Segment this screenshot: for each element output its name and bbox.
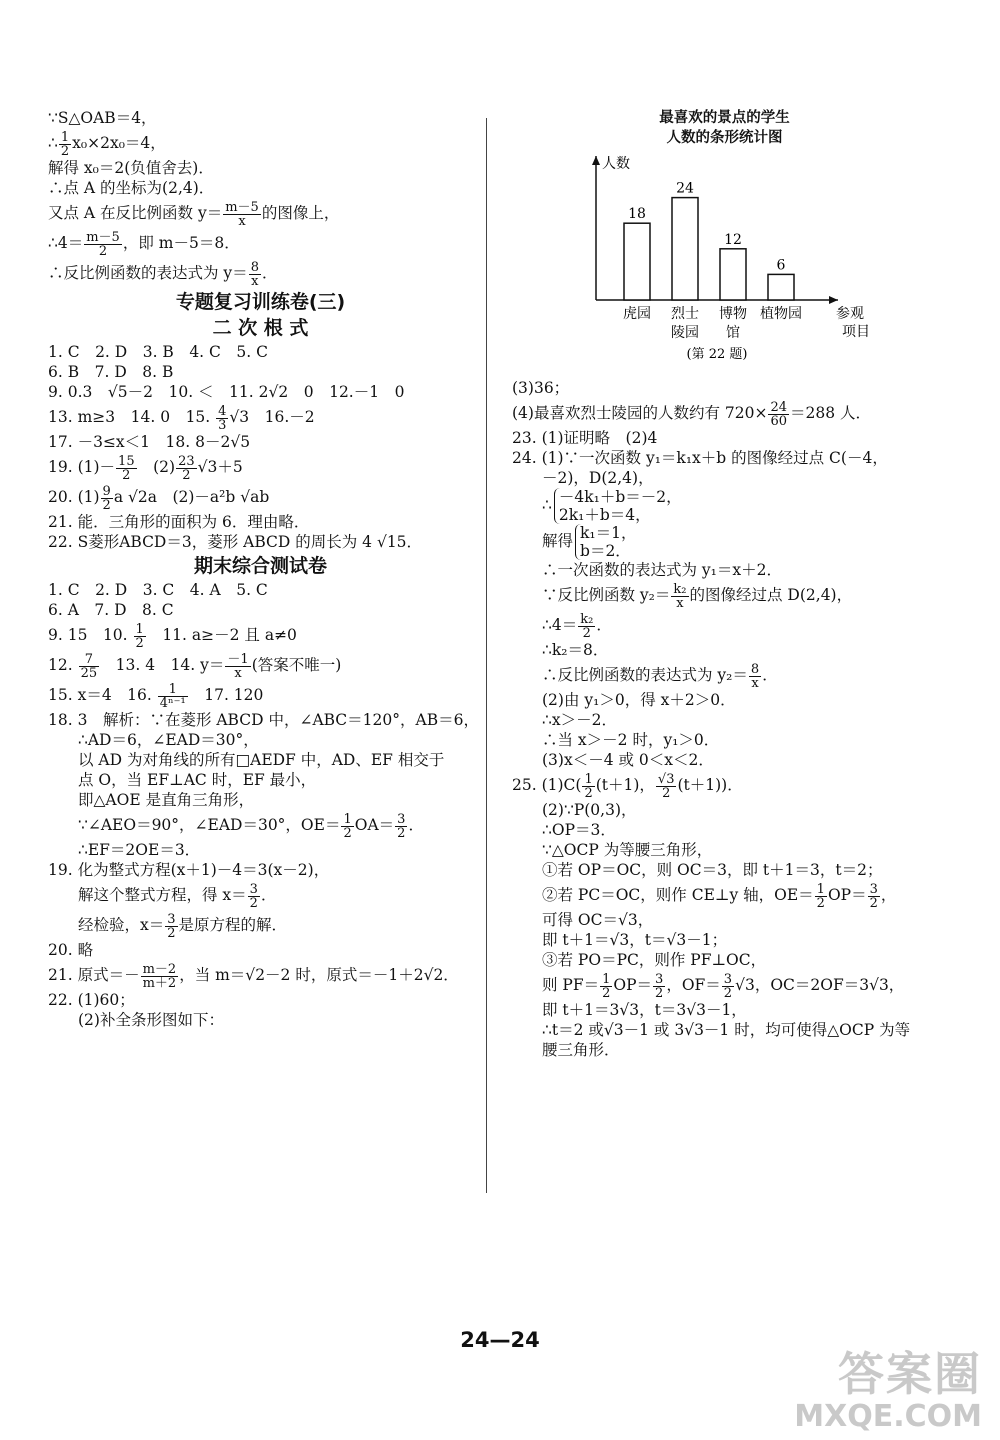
fraction: [341, 813, 353, 840]
category-label: 陵园: [671, 325, 699, 341]
left-line-31: [48, 860, 473, 880]
right-line-15: [512, 750, 937, 770]
fraction: [248, 883, 260, 910]
denominator: 2: [584, 785, 593, 801]
right-line-2: [512, 428, 937, 448]
fraction: [101, 485, 113, 512]
denominator: 2: [723, 985, 733, 1001]
line-text: 即 t＋1＝√3，t＝√3－1；: [542, 931, 728, 949]
x-axis-arrow: [829, 296, 838, 304]
line-text: 腰三角形．: [542, 1041, 620, 1059]
data-label: 24: [676, 180, 694, 197]
line-text: 1. C 2. D 3. C 4. A 5. C: [48, 581, 268, 599]
line-text: ∵△OCP 为等腰三角形，: [542, 841, 713, 859]
line-text: 13. m≥3 14. 0 15.: [48, 408, 216, 426]
line-text: －2)，D(2,4)，: [542, 469, 654, 487]
left-line-26: [48, 750, 473, 770]
line-text: ∴反比例函数的表达式为 y＝: [48, 264, 248, 282]
right-line-7: [512, 560, 937, 580]
left-line-29: [48, 810, 473, 840]
equation-row: b＝2．: [580, 542, 631, 560]
line-text: ∴点 A 的坐标为(2,4)．: [48, 179, 215, 197]
line-text: a √2a (2)－a²b √ab: [113, 488, 270, 506]
left-line-36: [48, 990, 473, 1010]
right-line-21: [512, 880, 937, 910]
bar-chart-figure: [512, 108, 937, 378]
line-text: 20. (1): [48, 488, 100, 506]
line-text: (3)36；: [512, 379, 570, 397]
category-label: 虎园: [623, 306, 651, 322]
line-text: 15. x＝4 16.: [48, 686, 157, 704]
line-text: 17. －3≤x＜1 18. 8－2√5: [48, 433, 251, 451]
bar: [624, 223, 650, 300]
numerator: m－2: [142, 961, 177, 977]
line-text: 22. S菱形ABCD＝3，菱形 ABCD 的周长为 4 √15．: [48, 533, 423, 551]
line-text: (2): [137, 458, 176, 476]
denominator: 2: [602, 985, 611, 1001]
line-text: ．: [596, 616, 612, 634]
line-text: 17. 120: [188, 686, 264, 704]
right-line-26: [512, 1000, 937, 1020]
left-column: [48, 108, 479, 1030]
left-line-2: [48, 158, 473, 178]
chart-title-line: 人数的条形统计图: [666, 130, 783, 146]
line-text: ∴4＝: [542, 616, 578, 634]
line-text: 的图像上，: [261, 204, 340, 222]
watermark-line1: 答案圈: [838, 1347, 982, 1401]
fraction: [59, 131, 71, 158]
denominator: x: [751, 675, 759, 691]
numerator: 1: [584, 771, 593, 787]
denominator: x: [238, 213, 246, 229]
line-text: (3)x＜－4 或 0＜x＜2．: [542, 751, 714, 769]
fraction: [868, 883, 880, 910]
category-label: 烈士: [671, 306, 699, 322]
chart-title: [512, 108, 937, 148]
section-heading: 期末综合测试卷: [193, 555, 327, 577]
line-text: ．: [261, 264, 278, 282]
numerator: 1: [343, 811, 352, 827]
numerator: 24: [770, 399, 788, 415]
line-text: x₀×2x₀＝4，: [72, 134, 166, 152]
fraction: [582, 773, 594, 800]
denominator: 2: [816, 895, 825, 911]
line-text: ∴当 x＞－2 时，y₁＞0．: [542, 731, 720, 749]
denominator: 2: [167, 925, 176, 941]
line-text: 24. (1)∵一次函数 y₁＝k₁x＋b 的图像经过点 C(－4，: [512, 449, 888, 467]
left-line-24: [48, 710, 479, 730]
fraction: [225, 653, 250, 680]
line-text: ∴AD＝6，∠EAD＝30°，: [78, 731, 259, 749]
line-text: ∴一次函数的表达式为 y₁＝x＋2．: [542, 561, 783, 579]
fraction: [600, 973, 612, 1000]
right-line-28: [512, 1040, 937, 1060]
right-line-0: [512, 378, 937, 398]
left-line-9: [48, 342, 473, 362]
right-line-13: [512, 710, 937, 730]
right-line-22: [512, 910, 937, 930]
section-heading: 专题复习训练卷(三): [175, 291, 346, 313]
line-text: ①若 OP＝OC，则 OC＝3，即 t＋1＝3，t＝2；: [542, 861, 883, 879]
denominator: 2: [122, 467, 131, 483]
line-text: 可得 OC＝√3，: [542, 911, 654, 929]
line-text: ∴反比例函数的表达式为 y₂＝: [542, 666, 748, 684]
line-text: (t＋1)，: [595, 776, 655, 794]
line-text: 18. 3 解析：∵在菱形 ABCD 中，∠ABC＝120°，AB＝6，: [48, 711, 479, 729]
line-text: ∴4＝: [48, 234, 84, 252]
line-text: ∴: [542, 496, 552, 514]
denominator: 2: [397, 825, 406, 841]
line-text: ，即 m－5＝8．: [122, 234, 240, 252]
category-label: 博物: [719, 306, 747, 322]
numerator: 1: [158, 683, 188, 697]
right-line-11: [512, 660, 937, 690]
fraction: [578, 613, 595, 640]
numerator: 3: [655, 971, 664, 987]
numerator: √3: [657, 771, 675, 787]
line-text: ∴x＞－2．: [542, 711, 617, 729]
fraction: [158, 683, 188, 710]
right-line-19: [512, 840, 937, 860]
equation-row: k₁＝1，: [580, 524, 637, 542]
line-text: 13. 4 14. y＝: [100, 656, 225, 674]
line-text: ．: [762, 666, 778, 684]
page-number: 24—24: [460, 1328, 540, 1352]
right-line-8: [512, 580, 937, 610]
numerator: 3: [397, 811, 406, 827]
left-line-1: [48, 128, 473, 158]
denominator: x: [676, 595, 684, 611]
fraction: [656, 773, 677, 800]
fraction: [249, 261, 261, 288]
numerator: 3: [167, 911, 176, 927]
left-line-14: [48, 452, 473, 482]
fraction: [176, 455, 197, 482]
fraction: [134, 623, 146, 650]
line-text: 21. 原式＝－: [48, 966, 140, 984]
denominator: 4ⁿ⁻¹: [159, 695, 186, 711]
fraction: [84, 231, 122, 258]
denominator: m＋2: [142, 975, 177, 991]
denominator: 2: [655, 985, 664, 1001]
right-line-1: [512, 398, 937, 428]
x-axis-label: 项目: [842, 324, 870, 340]
denominator: 2: [582, 625, 591, 641]
line-text: 23. (1)证明略 (2)4: [512, 429, 658, 447]
line-text: 9. 15 10.: [48, 626, 133, 644]
numerator: 3: [723, 971, 733, 987]
numerator: 8: [750, 661, 760, 677]
numerator: 1: [816, 881, 825, 897]
right-line-23: [512, 930, 937, 950]
right-line-5: [512, 488, 937, 524]
line-text: ．: [408, 816, 424, 834]
right-line-18: [512, 820, 937, 840]
line-text: 9. 0.3 √5－2 10. ＜ 11. 2√2 0 12.－1 0: [48, 383, 405, 401]
right-line-3: [512, 448, 937, 468]
fraction: [815, 883, 827, 910]
line-text: ∵S△OAB＝4，: [48, 109, 157, 127]
numerator: －1: [227, 651, 249, 667]
numerator: 3: [869, 881, 878, 897]
watermark: [794, 1348, 982, 1434]
line-text: 19. (1)－: [48, 458, 116, 476]
line-text: (4)最喜欢烈士陵园的人数约有 720×: [512, 404, 768, 422]
fraction: [116, 455, 137, 482]
right-column: [512, 108, 937, 1060]
category-label: 馆: [726, 325, 740, 341]
right-line-14: [512, 730, 937, 750]
equation-system: [575, 524, 636, 560]
left-line-15: [48, 482, 473, 512]
right-line-25: [512, 970, 937, 1000]
left-line-10: [48, 362, 473, 382]
numerator: 1: [602, 971, 611, 987]
line-text: (2)补全条形图如下：: [78, 1011, 224, 1029]
left-line-32: [48, 880, 473, 910]
denominator: 2: [60, 143, 70, 159]
fraction: [216, 405, 228, 432]
right-line-6: [512, 524, 937, 560]
denominator: 2: [98, 243, 108, 259]
line-text: 22. (1)60；: [48, 991, 135, 1009]
numerator: m－5: [86, 229, 120, 245]
line-text: 25. (1)C(: [512, 776, 582, 794]
denominator: 2: [249, 895, 258, 911]
line-text: 11. a≥－2 且 a≠0: [146, 626, 297, 644]
left-line-12: [48, 402, 473, 432]
numerator: 8: [250, 259, 259, 275]
numerator: 1: [60, 129, 70, 145]
numerator: 4: [218, 403, 227, 419]
section-heading: 二 次 根 式: [212, 317, 309, 339]
data-label: 6: [776, 257, 786, 274]
bar-chart: [512, 150, 937, 378]
denominator: 2: [662, 785, 671, 801]
chart-title-line: 最喜欢的景点的学生: [659, 110, 790, 126]
denominator: 60: [770, 413, 788, 429]
fraction: [749, 663, 761, 690]
line-text: 6. B 7. D 8. B: [48, 363, 174, 381]
denominator: 2: [102, 497, 111, 513]
line-text: √3＋5: [197, 458, 243, 476]
left-line-28: [48, 790, 473, 810]
left-line-3: [48, 178, 473, 198]
right-line-20: [512, 860, 937, 880]
numerator: 23: [178, 453, 195, 469]
denominator: 2: [343, 825, 352, 841]
left-line-21: [48, 620, 473, 650]
category-label: 植物园: [760, 306, 802, 322]
line-text: ，当 m＝√2－2 时，原式＝－1＋2√2．: [179, 966, 459, 984]
line-text: (t＋1))．: [677, 776, 743, 794]
line-text: ∵∠AEO＝90°，∠EAD＝30°，OE＝: [78, 816, 341, 834]
line-text: ∴OP＝3．: [542, 821, 616, 839]
line-text: 21. 能．三角形的面积为 6．理由略．: [48, 513, 310, 531]
line-text: ②若 PC＝OC，则作 CE⊥y 轴，OE＝: [542, 886, 814, 904]
right-line-12: [512, 690, 937, 710]
right-line-17: [512, 800, 937, 820]
denominator: 25: [80, 665, 98, 681]
y-axis-label: 人数: [602, 156, 630, 172]
line-text: ∴: [48, 134, 58, 152]
line-text: 解得: [542, 532, 574, 550]
line-text: √3，OC＝2OF＝3√3，: [735, 976, 905, 994]
line-text: ∴k₂＝8．: [542, 641, 609, 659]
left-line-4: [48, 198, 473, 228]
right-line-4: [512, 468, 937, 488]
fraction: [223, 201, 261, 228]
numerator: 7: [79, 653, 100, 667]
denominator: x: [234, 665, 242, 681]
column-divider: [486, 118, 487, 1193]
line-text: 点 O，当 EF⊥AC 时，EF 最小，: [78, 771, 317, 789]
equation-row: 2k₁＋b＝4，: [558, 506, 651, 524]
line-text: 又点 A 在反比例函数 y＝: [48, 204, 223, 222]
line-text: 的图像经过点 D(2,4)，: [689, 586, 853, 604]
line-text: ∴t＝2 或√3－1 或 3√3－1 时，均可使得△OCP 为等: [542, 1021, 911, 1039]
line-text: 20. 略: [48, 941, 94, 959]
line-text: (答案不唯一): [251, 656, 342, 674]
left-line-13: [48, 432, 473, 452]
left-line-19: [48, 580, 473, 600]
fraction: [165, 913, 177, 940]
line-text: 解这个整式方程，得 x＝: [78, 886, 247, 904]
left-line-37: [48, 1010, 473, 1030]
right-line-27: [512, 1020, 937, 1040]
line-text: 则 PF＝: [542, 976, 600, 994]
line-text: 19. 化为整式方程(x＋1)－4＝3(x－2)，: [48, 861, 330, 879]
line-text: √3 16.－2: [229, 408, 315, 426]
line-text: 即 t＋1＝3√3，t＝3√3－1，: [542, 1001, 747, 1019]
left-line-34: [48, 940, 473, 960]
left-line-17: [48, 532, 473, 552]
left-line-20: [48, 600, 473, 620]
line-text: (2)∵P(0,3)，: [542, 801, 637, 819]
fraction: [722, 973, 734, 1000]
equation-row: －4k₁＋b＝－2，: [558, 488, 682, 506]
fraction: [79, 653, 100, 680]
line-text: ∴EF＝2OE＝3．: [78, 841, 201, 859]
data-label: 18: [628, 206, 646, 223]
bar: [768, 274, 794, 300]
line-text: (2)由 y₁＞0，得 x＋2＞0．: [542, 691, 736, 709]
denominator: 2: [182, 467, 191, 483]
right-line-9: [512, 610, 937, 640]
denominator: 3: [218, 417, 227, 433]
left-line-22: [48, 650, 473, 680]
right-line-24: [512, 950, 937, 970]
left-line-6: [48, 258, 473, 288]
watermark-line2: MXQE.COM: [794, 1399, 982, 1434]
right-line-16: [512, 770, 937, 800]
line-text: ＝288 人．: [790, 404, 872, 422]
numerator: k₂: [580, 611, 594, 627]
line-text: ，OF＝: [666, 976, 721, 994]
line-text: ，: [880, 886, 897, 904]
line-text: 是原方程的解．: [178, 916, 288, 934]
right-line-10: [512, 640, 937, 660]
y-axis-arrow: [592, 156, 600, 165]
line-text: OP＝: [613, 976, 653, 994]
denominator: 2: [135, 635, 144, 651]
line-text: 12.: [48, 656, 78, 674]
line-text: OP＝: [827, 886, 867, 904]
line-text: OA＝: [354, 816, 395, 834]
left-line-0: [48, 108, 473, 128]
left-line-11: [48, 382, 473, 402]
numerator: 1: [135, 621, 144, 637]
equation-system: [554, 488, 682, 524]
line-text: 经检验，x＝: [78, 916, 165, 934]
left-line-27: [48, 770, 473, 790]
left-line-16: [48, 512, 473, 532]
left-line-33: [48, 910, 473, 940]
line-text: 1. C 2. D 3. B 4. C 5. C: [48, 343, 268, 361]
line-text: 6. A 7. D 8. C: [48, 601, 174, 619]
left-line-5: [48, 228, 473, 258]
line-text: 解得 x₀＝2(负值舍去)．: [48, 159, 214, 177]
left-line-35: [48, 960, 473, 990]
line-text: 以 AD 为对角线的所有□AEDF 中，AD、EF 相交于: [78, 751, 445, 769]
left-line-23: [48, 680, 473, 710]
x-axis-label: 参观: [836, 306, 864, 322]
numerator: k₂: [673, 581, 687, 597]
fraction: [671, 583, 688, 610]
line-text: 即△AOE 是直角三角形，: [78, 791, 255, 809]
numerator: 9: [102, 483, 111, 499]
numerator: m－5: [225, 199, 259, 215]
numerator: 15: [118, 453, 135, 469]
line-text: ∵反比例函数 y₂＝: [542, 586, 671, 604]
bar: [720, 249, 746, 300]
fraction: [395, 813, 407, 840]
chart-caption: (第 22 题): [686, 347, 748, 362]
left-line-25: [48, 730, 473, 750]
bar: [672, 198, 698, 300]
data-label: 12: [724, 231, 742, 248]
fraction: [653, 973, 665, 1000]
line-text: ．: [260, 886, 277, 904]
denominator: 2: [869, 895, 878, 911]
left-line-30: [48, 840, 473, 860]
numerator: 3: [249, 881, 258, 897]
fraction: [141, 963, 179, 990]
denominator: x: [251, 273, 259, 289]
fraction: [768, 401, 789, 428]
line-text: ③若 PO＝PC，则作 PF⊥OC，: [542, 951, 767, 969]
